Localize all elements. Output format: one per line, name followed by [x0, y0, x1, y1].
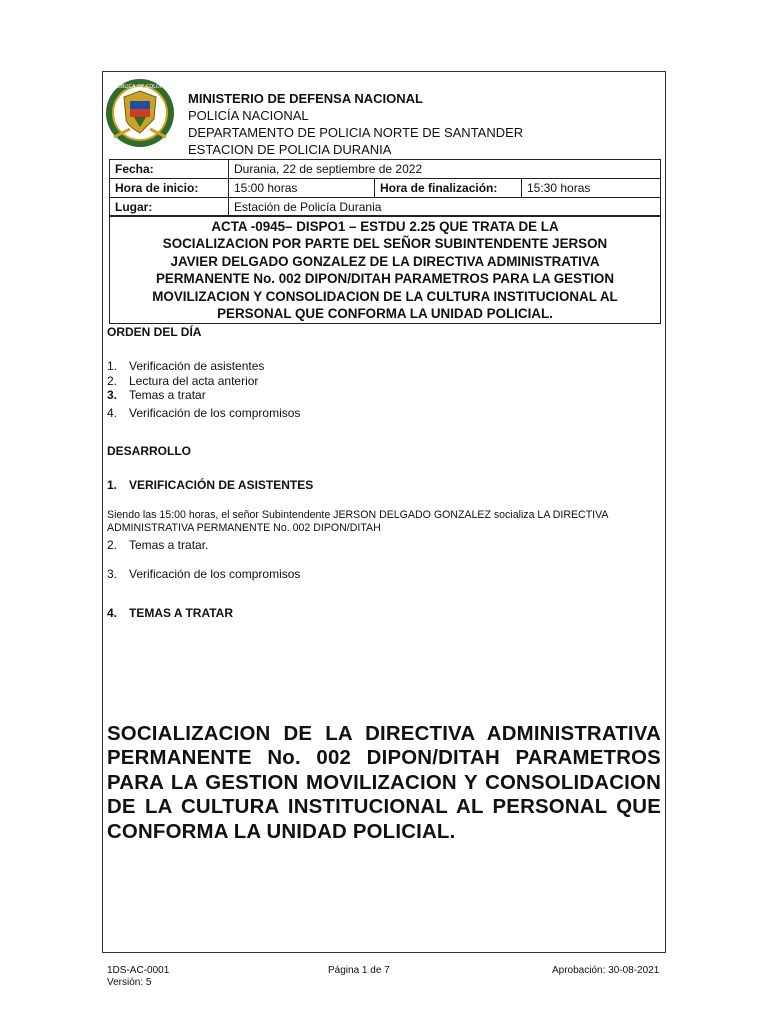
development-item-3: 3. Verificación de los compromisos — [107, 567, 301, 581]
date-label: Fecha: — [110, 160, 229, 179]
date-value: Durania, 22 de septiembre de 2022 — [229, 160, 661, 179]
title-line: SOCIALIZACION POR PARTE DEL SEÑOR SUBINTENDENTE JERSON — [162, 236, 608, 252]
agenda-item: 2. Lectura del acta anterior — [107, 374, 259, 388]
meeting-info-table — [109, 159, 661, 217]
development-item-2: 2. Temas a tratar. — [107, 538, 209, 552]
title-line: JAVIER DELGADO GONZALEZ DE LA DIRECTIVA ADMINISTRATIVA — [170, 253, 600, 269]
document-code: 1DS-AC-0001 — [107, 965, 170, 976]
end-time-label: Hora de finalización: — [375, 179, 522, 198]
ministry-name: MINISTERIO DE DEFENSA NACIONAL — [188, 91, 423, 106]
section-4-heading: 4. TEMAS A TRATAR — [107, 606, 233, 620]
station-name: ESTACION DE POLICIA DURANIA — [188, 142, 392, 157]
institution-name: POLICÍA NACIONAL — [188, 108, 309, 123]
acta-title — [109, 215, 661, 324]
development-heading: DESARROLLO — [107, 444, 191, 458]
police-crest-icon — [104, 77, 176, 149]
topic-statement: SOCIALIZACION DE LA DIRECTIVA ADMINISTRATIVA PERMANENTE No. 002 DIPON/DITAH PARAMETROS PARA LA GESTION MOVILIZACION Y CONSOLIDACION DE LA CULTURA INSTITUCIONAL AL PERSONAL QUE CONFORMA LA UNIDAD POLICIAL. — [107, 723, 661, 843]
attendance-paragraph: Siendo las 15:00 horas, el señor Subintendente JERSON DELGADO GONZALEZ socializa LA DIRECTIVA ADMINISTRATIVA PERMANENTE No. 002 DIPON/DITAH — [107, 509, 609, 534]
agenda-item: 1. Verificación de asistentes — [107, 359, 265, 373]
svg-text:REPUBLICA DE COLOMBIA: REPUBLICA DE COLOMBIA — [107, 84, 173, 90]
section-1-heading: 1. VERIFICACIÓN DE ASISTENTES — [107, 478, 314, 492]
title-line: PERSONAL QUE CONFORMA LA UNIDAD POLICIAL. — [217, 306, 553, 322]
start-time-value: 15:00 horas — [229, 179, 375, 198]
document-version: Versión: 5 — [107, 977, 152, 988]
title-line: ACTA -0945– DISPO1 – ESTDU 2.25 QUE TRATA DE LA — [211, 219, 559, 234]
agenda-heading: ORDEN DEL DÍA — [107, 325, 202, 339]
approval-date: Aprobación: 30-08-2021 — [552, 965, 660, 976]
page-number: Página 1 de 7 — [328, 965, 390, 976]
place-label: Lugar: — [110, 198, 229, 217]
department-name: DEPARTAMENTO DE POLICIA NORTE DE SANTANDER — [188, 125, 524, 140]
title-line: MOVILIZACION Y CONSOLIDACION DE LA CULTURA INSTITUCIONAL AL — [152, 288, 618, 304]
agenda-item: 3. Temas a tratar — [107, 388, 206, 402]
place-value: Estación de Policía Durania — [229, 198, 661, 217]
end-time-value: 15:30 horas — [522, 179, 661, 198]
title-line: PERMANENTE No. 002 DIPON/DITAH PARAMETROS PARA LA GESTION — [155, 271, 615, 287]
start-time-label: Hora de inicio: — [110, 179, 229, 198]
agenda-item: 4. Verificación de los compromisos — [107, 406, 301, 420]
